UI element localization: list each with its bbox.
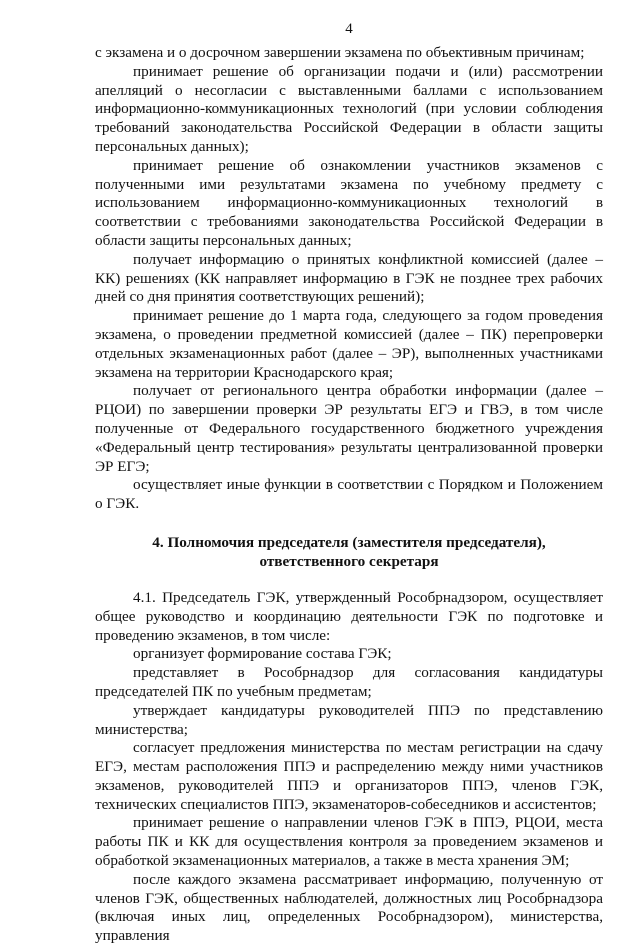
paragraph: принимает решение об организации подачи и (или) рассмотрении апелляций о несогласии с выставленными баллами с использованием информационно-коммуникационных технологий (при условии соблюдения требований законодательства Российской Федерации в области защиты персональных данных); — [95, 62, 603, 155]
paragraph: принимает решение о направлении членов ГЭК в ППЭ, РЦОИ, места работы ПК и КК для осуществления контроля за проведением экзаменов и обработкой экзаменационных материалов, а также в места хранения ЭМ; — [95, 814, 603, 870]
paragraphs-before — [95, 44, 603, 514]
document-body — [95, 44, 603, 946]
paragraph: осуществляет иные функции в соответствии с Порядком и Положением о ГЭК. — [95, 476, 603, 513]
paragraph: после каждого экзамена рассматривает информацию, полученную от членов ГЭК, общественных наблюдателей, должностных лиц Рособрнадзора (включая иных лиц, определенных Рособрнадзором), министерства, управления — [95, 870, 603, 945]
paragraph: получает информацию о принятых конфликтной комиссией (далее – КК) решениях (КК направляет информацию в ГЭК не позднее трех рабочих дней со дня принятия соответствующих решений); — [95, 250, 603, 306]
paragraphs-after — [95, 589, 603, 946]
paragraph: согласует предложения министерства по местам регистрации на сдачу ЕГЭ, местам расположения ППЭ и распределению между ними участников экзаменов, руководителей ППЭ и организаторов ППЭ, членов ГЭК, технических специалистов ППЭ, экзаменаторов-собеседников и ассистентов; — [95, 739, 603, 813]
paragraph: утверждает кандидатуры руководителей ППЭ по представлению министерства; — [95, 701, 603, 738]
paragraph: с экзамена и о досрочном завершении экзамена по объективным причинам; — [95, 44, 585, 61]
page-number: 4 — [345, 21, 353, 37]
section-heading — [95, 533, 603, 571]
paragraph: принимает решение об ознакомлении участников экзаменов с полученными ими результатами экзамена по учебному предмету с использованием информационно-коммуникационных технологий в соответствии с требованиями законодательства Российской Федерации в области защиты персональных данных; — [95, 156, 603, 249]
paragraph: представляет в Рособрнадзор для согласования кандидатуры председателей ПК по учебным предметам; — [95, 664, 603, 700]
section-heading-line-1: 4. Полномочия председателя (заместителя председателя), — [152, 533, 546, 551]
section-heading-line-2: ответственного секретаря — [259, 552, 439, 570]
paragraph: принимает решение до 1 марта года, следующего за годом проведения экзамена, о проведении предметной комиссией (далее – ПК) перепроверки отдельных экзаменационных работ (далее – ЭР), выполненных участниками экзамена на территории Краснодарского края; — [95, 307, 603, 381]
paragraph: организует формирование состава ГЭК; — [133, 645, 392, 663]
paragraph: 4.1. Председатель ГЭК, утвержденный Рособрнадзором, осуществляет общее руководство и координацию деятельности ГЭК по подготовке и проведению экзаменов, в том числе: — [95, 588, 603, 644]
paragraph: получает от регионального центра обработки информации (далее – РЦОИ) по завершении проверки ЭР результаты ЕГЭ и ГВЭ, в том числе полученные от Федерального государственного бюджетного учреждения «Федеральный центр тестирования» результаты централизованной проверки ЭР ЕГЭ; — [95, 382, 603, 475]
